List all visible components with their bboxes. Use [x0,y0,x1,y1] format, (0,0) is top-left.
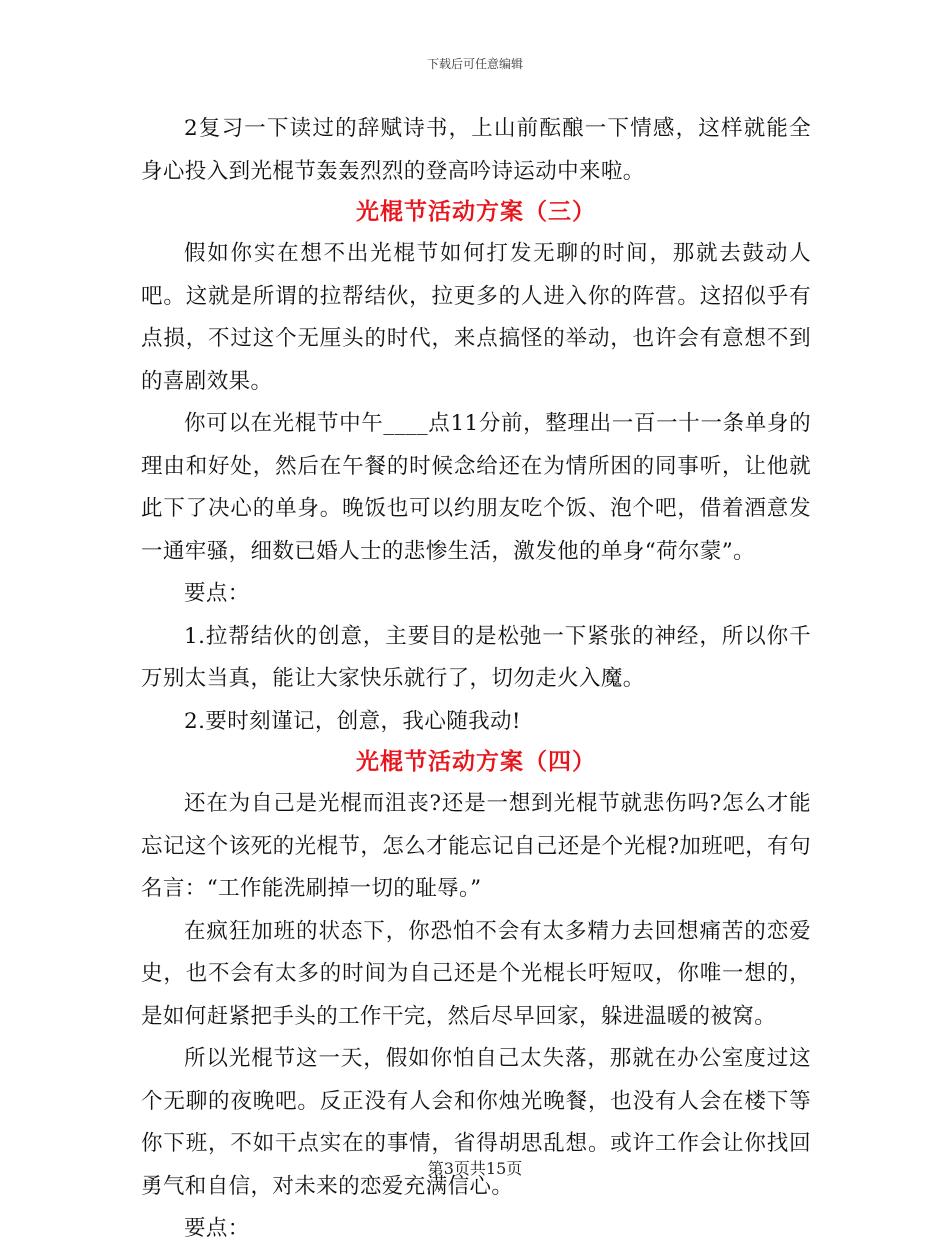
section3-point-2: 2.要时刻谨记，创意，我心随我动! [184,708,521,734]
section3-point-1: 1.拉帮结伙的创意，主要目的是松弛一下紧张的神经，所以你千万别太当真，能让大家快乐就行了，切勿走火入魔。 [141,623,811,691]
section4-key-points-label: 要点： [184,1216,250,1241]
section4-paragraph-2: 在疯狂加班的状态下，你恐怕不会有太多精力去回想痛苦的恋爱史，也不会有太多的时间为自己还是个光棍长吁短叹，你唯一想的，是如何赶紧把手头的工作干完，然后尽早回家，躲进温暖的被窝。 [141,918,811,1029]
section4-paragraph-3: 所以光棍节这一天，假如你怕自己太失落，那就在办公室度过这个无聊的夜晚吧。反正没有人会和你烛光晚餐，也没有人会在楼下等你下班，不如干点实在的事情，省得胡思乱想。或许工作会让你找回勇气和自信，对未来的恋爱充满信心。 [141,1046,811,1199]
section3-paragraph-1: 假如你实在想不出光棍节如何打发无聊的时间，那就去鼓动人吧。这就是所谓的拉帮结伙，拉更多的人进入你的阵营。这招似乎有点损，不过这个无厘头的时代，来点搞怪的举动，也许会有意想不到的喜剧效果。 [141,241,811,394]
paragraph-review: 2复习一下读过的辞赋诗书，上山前酝酿一下情感，这样就能全身心投入到光棍节轰轰烈烈的登高吟诗运动中来啦。 [141,116,811,184]
page-footer: 第3页共15页 [427,1159,523,1178]
section-title-4: 光棍节活动方案（四） [356,749,596,775]
section-title-3: 光棍节活动方案（三） [356,199,596,225]
section3-key-points-label: 要点： [184,581,250,606]
document-body [141,108,811,1251]
section3-paragraph-2: 你可以在光棍节中午____点11分前，整理出一百一十一条单身的理由和好处，然后在午餐的时候念给还在为情所困的同事听，让他就此下了决心的单身。晚饭也可以约朋友吃个饭、泡个吧，借着酒意发一通牢骚，细数已婚人士的悲惨生活，激发他的单身“荷尔蒙”。 [141,411,811,564]
section4-paragraph-1: 还在为自己是光棍而沮丧?还是一想到光棍节就悲伤吗?怎么才能忘记这个该死的光棍节，怎么才能忘记自己还是个光棍?加班吧，有句名言：“工作能洗刷掉一切的耻辱。” [141,791,811,901]
page-header: 下载后可任意编辑 [426,57,523,71]
